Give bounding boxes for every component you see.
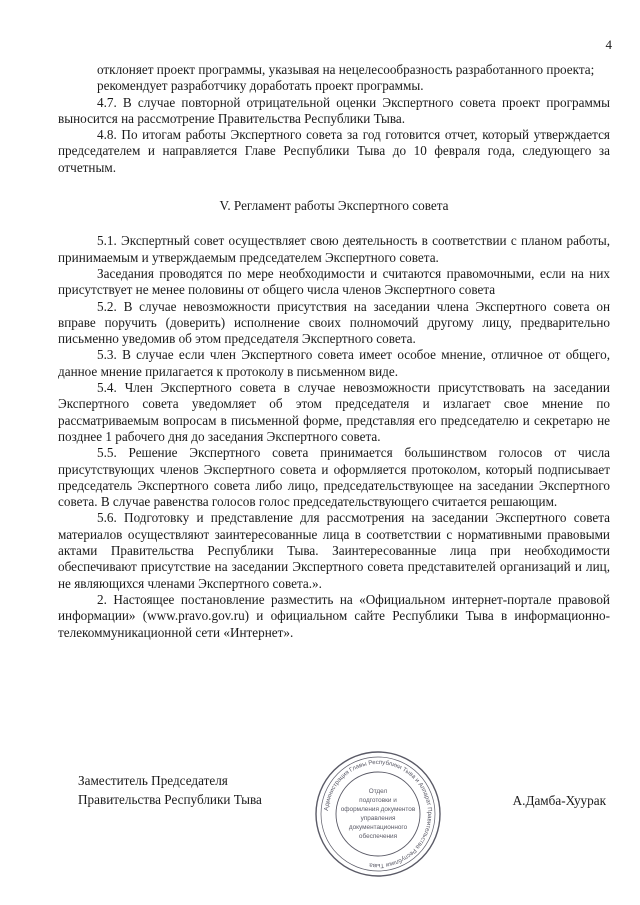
stamp-center-line: обеспечения bbox=[358, 833, 398, 840]
paragraph-5-1: 5.1. Экспертный совет осуществляет свою деятельность в соответствии с планом работы, принимаемым и утверждаемым председателем Экспертного совета. bbox=[58, 233, 610, 265]
paragraph: отклоняет проект программы, указывая на нецелесообразность разработанного проекта; bbox=[97, 62, 595, 77]
signatory-position-line: Правительства Республики Тыва bbox=[78, 792, 262, 807]
paragraph: рекомендует разработчику доработать проект программы. bbox=[97, 78, 424, 94]
paragraph-5-3: 5.3. В случае если член Экспертного совета имеет особое мнение, отличное от общего, данное мнение прилагается к протоколу в письменном виде. bbox=[58, 347, 610, 379]
document-body bbox=[58, 62, 610, 641]
stamp-center-text bbox=[341, 788, 416, 840]
paragraph-4-7: 4.7. В случае повторной отрицательной оценки Экспертного совета проект программы выносится на рассмотрение Правительства Республики Тыва. bbox=[58, 94, 610, 126]
stamp-inner-ring bbox=[336, 772, 420, 856]
stamp-center-line: Отдел bbox=[368, 788, 388, 795]
stamp-center-line: управления bbox=[360, 815, 396, 822]
stamp-center-line: документационного bbox=[348, 824, 408, 831]
paragraph: Заседания проводятся по мере необходимости и считаются правомочными, если на них присутствует не менее половины от общего числа членов Экспертного совета bbox=[58, 265, 610, 298]
stamp-outer-ring bbox=[316, 752, 440, 876]
stamp-center-line: подготовки и bbox=[359, 797, 397, 804]
stamp-seal-icon bbox=[313, 749, 443, 879]
signatory-position bbox=[78, 771, 262, 809]
signatory-position-line: Заместитель Председателя bbox=[78, 773, 228, 788]
stamp-outer-ring-inner bbox=[321, 757, 435, 871]
section-heading: V. Регламент работы Экспертного совета bbox=[219, 198, 449, 214]
stamp-ring-text: Администрация Главы Республики Тыва и Аппарат Правительства Республики Тыва bbox=[323, 758, 434, 870]
official-stamp bbox=[313, 749, 443, 879]
page-number: 4 bbox=[605, 37, 612, 52]
paragraph-2: 2. Настоящее постановление разместить на «Официальном интернет-портале правовой информации» (www.pravo.gov.ru) и официальном сайте Республики Тыва в информационно-телекоммуникационной сети «Интернет». bbox=[58, 591, 610, 640]
paragraph-5-6: 5.6. Подготовку и представление для рассмотрения на заседании Экспертного совета материалов осуществляют заинтересованные лица в соответствии с нормативными правовыми актами Правительства Республики Тыва. Заинтересованные лица при необходимости обеспечивают присутствие на заседании Экспертного совета представителей организаций и лиц, не являющихся членами Экспертного совета.». bbox=[58, 510, 610, 591]
paragraph-5-2: 5.2. В случае невозможности присутствия на заседании члена Экспертного совета он вправе поручить (доверить) исполнение своих полномочий другому лицу, предварительно письменно уведомив об этом председателя Экспертного совета. bbox=[58, 298, 610, 347]
signatory-name: А.Дамба-Хуурак bbox=[512, 793, 606, 808]
stamp-center-line: оформления документов bbox=[340, 806, 416, 813]
paragraph-5-4: 5.4. Член Экспертного совета в случае невозможности присутствовать на заседании Экспертного совета уведомляет об этом председателя и излагает свое мнение по рассматриваемым вопросам в письменной форме, представляя его председателю и секретарю не позднее 1 рабочего дня до заседания Экспертного совета. bbox=[58, 380, 610, 444]
paragraph-4-8: 4.8. По итогам работы Экспертного совета за год готовится отчет, который утверждается председателем и направляется Главе Республики Тыва до 10 февраля года, следующего за отчетным. bbox=[58, 127, 610, 175]
paragraph-5-5: 5.5. Решение Экспертного совета принимается большинством голосов от числа присутствующих членов Экспертного совета и оформляется протоколом, который подписывает председатель Экспертного совета либо лицо, председательствующее на заседании Экспертного совета. В случае равенства голосов голос председательствующего считается решающим. bbox=[58, 445, 610, 510]
